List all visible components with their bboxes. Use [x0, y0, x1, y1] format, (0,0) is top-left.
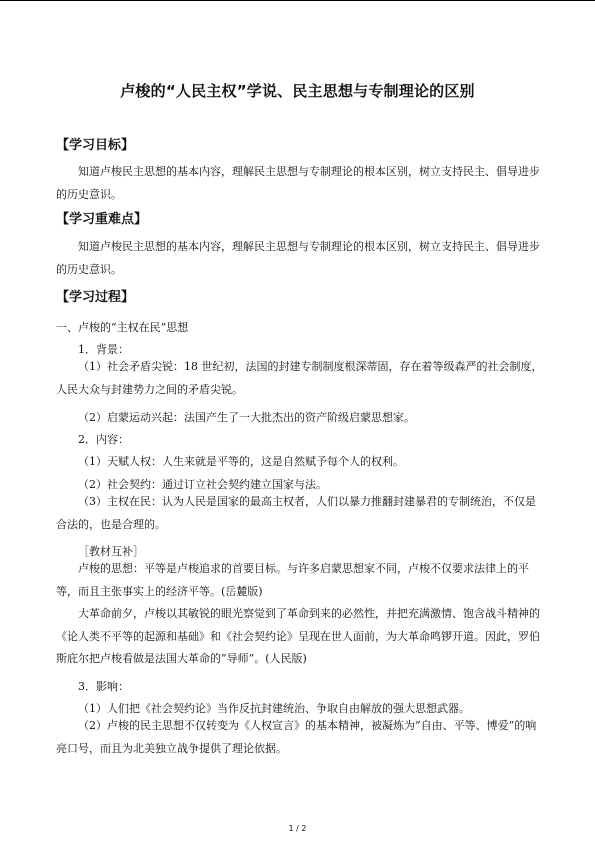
influence-label: 3．影响：	[78, 680, 129, 693]
background-item-2: （2）启蒙运动兴起：法国产生了一大批杰出的资产阶级启蒙思想家。	[78, 411, 415, 424]
heading-learning-process: 【学习过程】	[56, 290, 135, 305]
heading-learning-goals: 【学习目标】	[56, 138, 135, 153]
content-item-3: （3）主权在民：认为人民是国家的最高主权者，人们以暴力推翻封建暴君的专制统治，不仅是合法的，也是合理的。	[56, 495, 536, 531]
top-rule	[0, 0, 595, 1]
content-item-2: （2）社会契约：通过订立社会契约建立国家与法。	[78, 478, 327, 491]
textbook-supplement-label: ［教材互补］	[78, 545, 144, 558]
influence-item-2: （2）卢梭的民主思想不仅转变为《人权宣言》的基本精神，被凝炼为“自由、平等、博爱”的响亮口号，而且为北美独立战争提供了理论依据。	[56, 719, 537, 755]
content-item-1: （1）天赋人权：人生来就是平等的，这是自然赋予每个人的权利。	[78, 455, 404, 468]
heading-key-points: 【学习重难点】	[56, 212, 148, 227]
textbook-supplement-1: 卢梭的思想：平等是卢梭追求的首要目标。与许多启蒙思想家不同，卢梭不仅要求法律上的平等，而且主张事实上的经济平等。(岳麓版)	[56, 562, 529, 598]
influence-item-1: （1）人们把《社会契约论》当作反抗封建统治、争取自由解放的强大思想武器。	[78, 702, 470, 715]
background-item-1: （1）社会矛盾尖锐：18 世纪初，法国的封建专制制度根深蒂固，存在着等级森严的社会制度，人民大众与封建势力之间的矛盾尖锐。	[56, 360, 543, 396]
page-number: 1 / 2	[288, 824, 307, 833]
background-label: 1．背景：	[78, 343, 129, 356]
learning-goals-text: 知道卢梭民主思想的基本内容，理解民主思想与专制理论的根本区别，树立支持民主、倡导进步的历史意识。	[56, 165, 540, 201]
document-title: 卢梭的“人民主权”学说、民主思想与专制理论的区别	[120, 82, 475, 100]
textbook-supplement-2: 大革命前夕，卢梭以其敏锐的眼光察觉到了革命到来的必然性，并把充满激情、饱含战斗精神的《论人类不平等的起源和基础》和《社会契约论》呈现在世人面前，为大革命鸣锣开道。因此，罗伯斯庇尔把卢梭看做是法国大革命的“导师”。(人民版)	[56, 607, 540, 665]
section-1-heading: 一、卢梭的“主权在民”思想	[56, 321, 189, 334]
key-points-text: 知道卢梭民主思想的基本内容，理解民主思想与专制理论的根本区别，树立支持民主、倡导进步的历史意识。	[56, 240, 540, 276]
content-label: 2．内容：	[78, 433, 129, 446]
